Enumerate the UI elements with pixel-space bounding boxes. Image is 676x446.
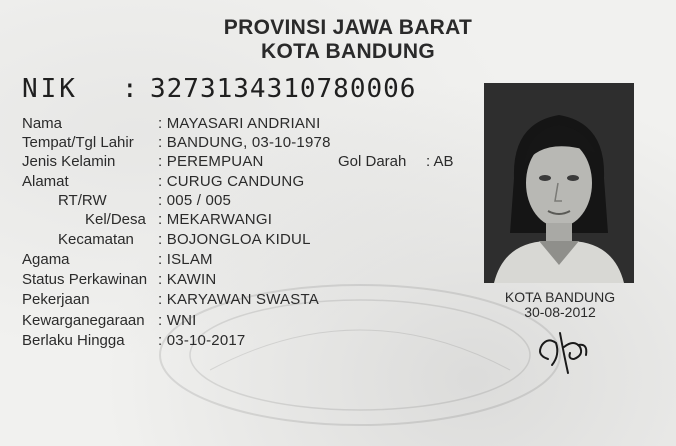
nik-value: 3273134310780006 xyxy=(150,74,417,104)
province-title: PROVINSI JAWA BARAT xyxy=(223,16,473,39)
field-label-rt-rw: RT/RW xyxy=(58,192,107,209)
city-title: KOTA BANDUNG xyxy=(261,40,435,63)
holder-photo xyxy=(484,83,634,283)
field-value-agama: : ISLAM xyxy=(158,251,213,268)
field-value-jenis-kelamin: : PEREMPUAN xyxy=(158,153,264,170)
portrait-icon xyxy=(484,83,634,283)
field-value-alamat: : CURUG CANDUNG xyxy=(158,173,305,190)
field-value-rt-rw: : 005 / 005 xyxy=(158,192,232,209)
field-label-kel-desa: Kel/Desa xyxy=(85,211,146,228)
field-value-berlaku-hingga: : 03-10-2017 xyxy=(158,332,246,349)
issue-city: KOTA BANDUNG xyxy=(504,289,616,305)
field-value-kel-desa: : MEKARWANGI xyxy=(158,211,273,228)
nik-label: NIK xyxy=(22,74,78,104)
field-value-pekerjaan: : KARYAWAN SWASTA xyxy=(158,291,319,308)
field-value-tempat-tgl-lahir: : BANDUNG, 03-10-1978 xyxy=(158,134,331,151)
field-label-alamat: Alamat xyxy=(22,173,69,190)
field-label-status-perkawinan: Status Perkawinan xyxy=(22,271,148,288)
field-label-kecamatan: Kecamatan xyxy=(58,231,134,248)
field-label-tempat-tgl-lahir: Tempat/Tgl Lahir xyxy=(22,134,134,151)
blood-type-label: Gol Darah xyxy=(338,153,407,170)
field-label-nama: Nama xyxy=(22,115,63,132)
field-label-kewarganegaraan: Kewarganegaraan xyxy=(22,312,145,329)
blood-type-value: : AB xyxy=(426,153,454,170)
nik-colon: : xyxy=(122,74,138,104)
signature-icon xyxy=(530,325,600,380)
field-value-kecamatan: : BOJONGLOA KIDUL xyxy=(158,231,311,248)
field-value-kewarganegaraan: : WNI xyxy=(158,312,197,329)
field-label-agama: Agama xyxy=(22,251,70,268)
field-value-nama: : MAYASARI ANDRIANI xyxy=(158,115,321,132)
field-value-status-perkawinan: : KAWIN xyxy=(158,271,217,288)
field-label-berlaku-hingga: Berlaku Hingga xyxy=(22,332,125,349)
issue-date: 30-08-2012 xyxy=(524,304,596,320)
field-label-jenis-kelamin: Jenis Kelamin xyxy=(22,153,116,170)
field-label-pekerjaan: Pekerjaan xyxy=(22,291,90,308)
